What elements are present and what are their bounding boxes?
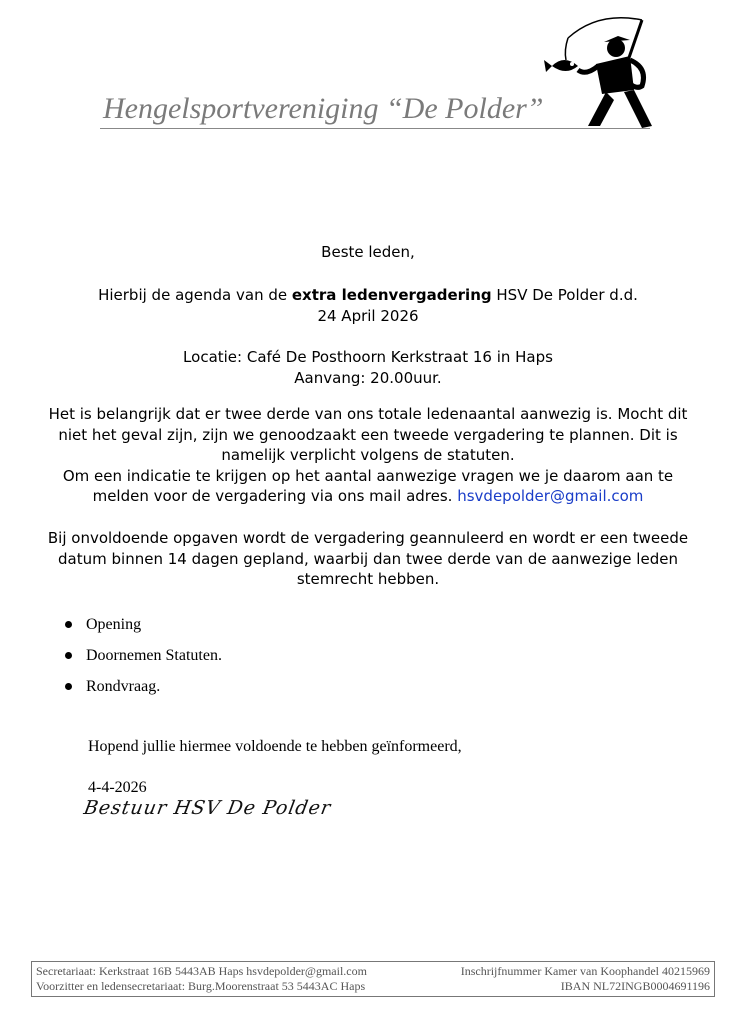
letter-date: 4-4-2026 <box>88 779 147 796</box>
footer-kvk: Inschrijfnummer Kamer van Koophandel 40215969 <box>460 964 710 978</box>
paragraph-line: namelijk verplicht volgens de statuten. <box>221 446 515 464</box>
club-title: Hengelsportvereniging “De Polder” <box>103 92 544 125</box>
footer-secretariat: Secretariaat: Kerkstraat 16B 5443AB Haps hsvdepolder@gmail.com <box>36 964 367 978</box>
intro-paragraph <box>40 285 696 326</box>
bullet-icon <box>65 652 72 659</box>
bullet-icon <box>65 621 72 628</box>
fisherman-with-fish-icon <box>538 16 654 132</box>
paragraph-line: Bij onvoldoende opgaven wordt de vergadering geannuleerd en wordt er een tweede <box>47 529 689 547</box>
paragraph-line: stemrecht hebben. <box>296 570 440 588</box>
paragraph-line: datum binnen 14 dagen gepland, waarbij dan twee derde van de aanwezige leden <box>58 549 678 568</box>
footer-chair: Voorzitter en ledensecretariaat: Burg.Moorenstraat 53 5443AC Haps <box>36 979 366 993</box>
paragraph-line: Het is belangrijk dat er twee derde van ons totale ledenaantal aanwezig is. Mocht dit <box>48 405 688 423</box>
list-item <box>62 615 222 646</box>
footer-iban: IBAN NL72INGB0004691196 <box>560 979 710 993</box>
location-line: Locatie: Café De Posthoorn Kerkstraat 16 in Haps <box>183 348 553 366</box>
intro-bold-text: extra ledenvergadering <box>291 286 492 304</box>
intro-text: Hierbij de agenda van de <box>98 286 292 304</box>
footer-box <box>31 961 715 997</box>
letter-greeting: Beste leden, <box>321 243 415 261</box>
email-link[interactable]: hsvdepolder@gmail.com <box>457 487 644 505</box>
paragraph-line: melden voor de vergadering via ons mail adres. <box>92 487 458 505</box>
list-item <box>62 646 222 677</box>
start-time-line: Aanvang: 20.00uur. <box>294 368 442 387</box>
paragraph-line: Om een indicatie te krijgen op het aantal aanwezige vragen we je daarom aan te <box>62 466 674 485</box>
signature: Bestuur HSV De Polder <box>82 797 334 819</box>
intro-text-end: HSV De Polder d.d. <box>491 286 638 304</box>
agenda-list <box>62 615 222 708</box>
cancellation-paragraph <box>40 528 696 590</box>
meeting-date: 24 April 2026 <box>317 306 419 325</box>
location-block <box>40 347 696 388</box>
agenda-item-label: Opening <box>86 616 142 633</box>
closing-line: Hopend jullie hiermee voldoende te hebben geïnformeerd, <box>88 738 462 755</box>
paragraph-line: niet het geval zijn, zijn we genoodzaakt een tweede vergadering te plannen. Dit is <box>58 425 678 444</box>
bullet-icon <box>65 683 72 690</box>
agenda-item-label: Doornemen Statuten. <box>86 647 222 664</box>
agenda-item-label: Rondvraag. <box>86 678 161 695</box>
attendance-paragraph <box>40 404 696 507</box>
list-item <box>62 677 222 708</box>
